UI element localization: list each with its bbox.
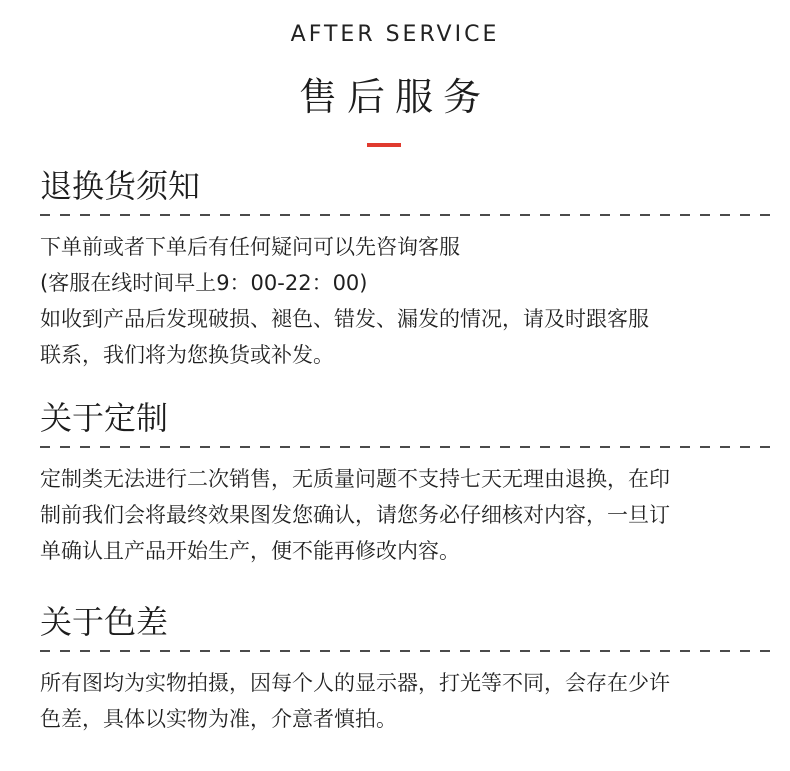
section-color-difference [40,602,776,737]
accent-divider [367,143,401,147]
section-title: 关于定制 [40,399,169,437]
dashed-divider [40,650,776,652]
dashed-divider [40,214,776,216]
section-title: 关于色差 [40,603,169,641]
section-body: 定制类无法进行二次销售，无质量问题不支持七天无理由退换，在印 制前我们会将最终效果图发您确认，请您务必仔细核对内容，一旦订 单确认且产品开始生产，便不能再修改内容。 [40,467,670,563]
page-title: 售后服务 [298,75,491,119]
eyebrow-title: AFTER SERVICE [290,22,500,47]
section-title: 退换货须知 [40,167,201,205]
section-body: 下单前或者下单后有任何疑问可以先咨询客服 (客服在线时间早上9：00-22：00) 如收到产品后发现破损、褪色、错发、漏发的情况，请及时跟客服 联系，我们将为您换货或补发。 [40,235,649,367]
section-body: 所有图均为实物拍摄，因每个人的显示器，打光等不同，会存在少许 色差，具体以实物为准，介意者慎拍。 [40,671,670,731]
section-return-exchange [40,166,776,373]
dashed-divider [40,446,776,448]
page-header [0,0,790,160]
section-customization [40,398,776,569]
